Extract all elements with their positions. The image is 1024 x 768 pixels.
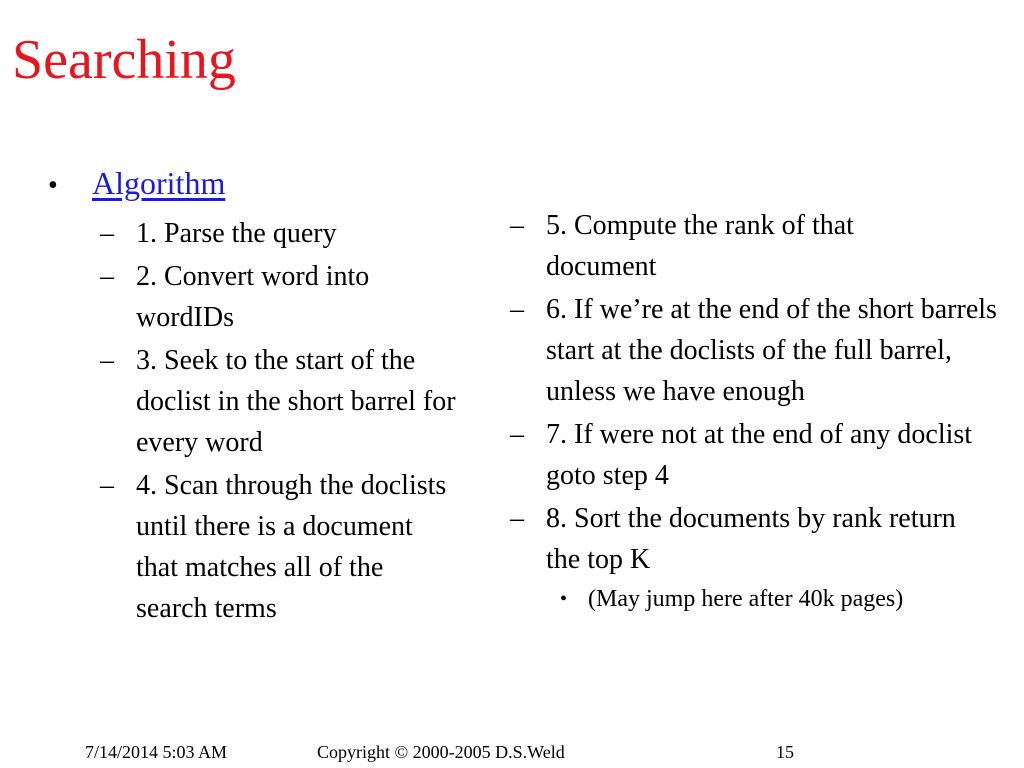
dash-icon: – bbox=[100, 345, 114, 376]
footer-copyright: Copyright © 2000-2005 D.S.Weld bbox=[317, 742, 565, 762]
step-text: 7. If were not at the end of any doclist goto step 4 bbox=[546, 419, 973, 491]
footer-page-number: 15 bbox=[776, 742, 794, 762]
dash-icon: – bbox=[100, 218, 114, 249]
algorithm-bullet bbox=[48, 160, 488, 209]
dash-icon: – bbox=[510, 503, 524, 534]
step-text: 1. Parse the query bbox=[136, 218, 337, 249]
list-item bbox=[510, 414, 1020, 496]
step-text: 3. Seek to the start of the doclist in the short barrel for every word bbox=[136, 345, 456, 458]
step-text: 4. Scan through the doclists until there is a document that matches all of the search terms bbox=[136, 470, 447, 624]
list-item bbox=[510, 498, 1020, 580]
list-item bbox=[100, 340, 488, 463]
dash-icon: – bbox=[100, 261, 114, 292]
step-text: 5. Compute the rank of that document bbox=[546, 210, 854, 282]
note-text: (May jump here after 40k pages) bbox=[588, 586, 904, 612]
list-item bbox=[560, 582, 1020, 616]
step-text: 8. Sort the documents by rank return the top K bbox=[546, 503, 956, 575]
list-item bbox=[100, 256, 488, 338]
algorithm-link[interactable]: Algorithm bbox=[92, 165, 226, 201]
step-text: 6. If we’re at the end of the short barrels start at the doclists of the full barrel, unless we have enough bbox=[546, 294, 997, 407]
slide-title: Searching bbox=[12, 29, 236, 91]
dash-icon: – bbox=[510, 419, 524, 450]
step-text: 2. Convert word into wordIDs bbox=[136, 261, 370, 333]
bullet-icon: • bbox=[560, 588, 568, 610]
bullet-icon: • bbox=[48, 170, 58, 201]
dash-icon: – bbox=[100, 470, 114, 501]
list-item bbox=[100, 465, 488, 629]
left-column bbox=[48, 160, 488, 631]
list-item bbox=[510, 289, 1020, 412]
list-item bbox=[510, 205, 1020, 287]
list-item bbox=[100, 213, 488, 254]
dash-icon: – bbox=[510, 210, 524, 241]
dash-icon: – bbox=[510, 294, 524, 325]
footer-date: 7/14/2014 5:03 AM bbox=[85, 742, 228, 762]
right-column bbox=[510, 205, 1020, 616]
